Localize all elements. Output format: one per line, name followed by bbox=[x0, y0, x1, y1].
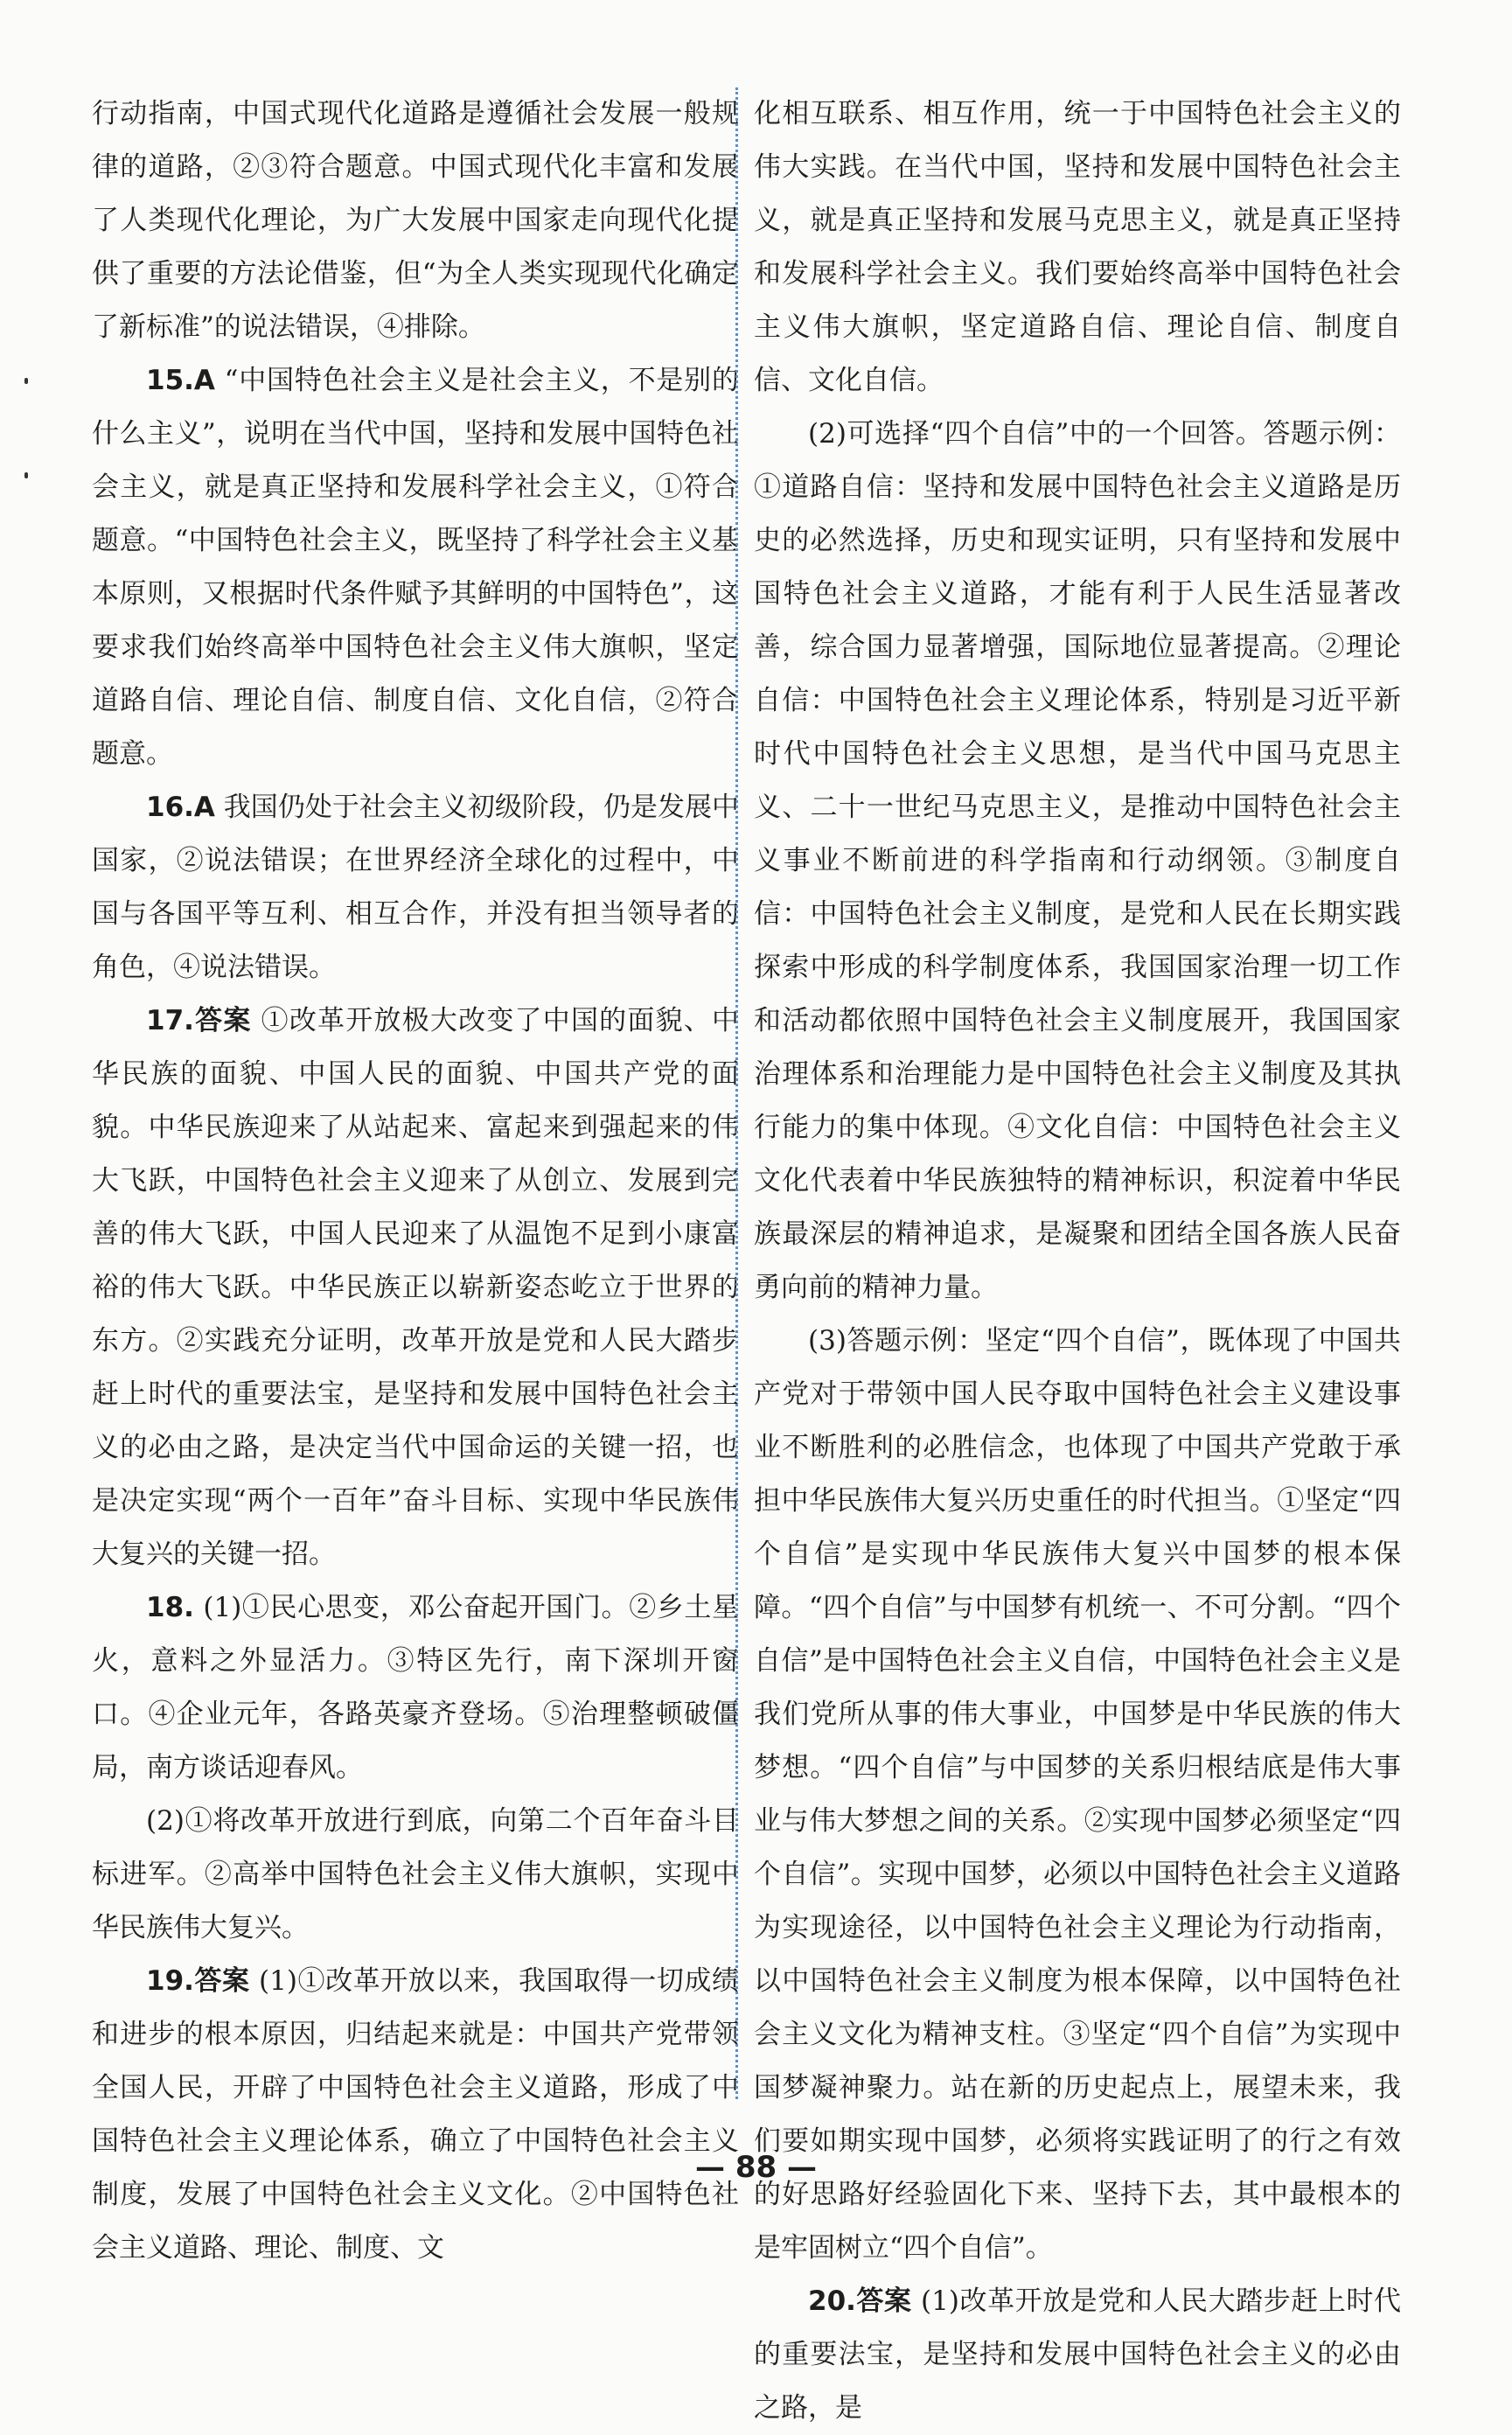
answer-text: 行动指南，中国式现代化道路是遵循社会发展一般规律的道路，②③符合题意。中国式现代化丰富和发展了人类现代化理论，为广大发展中国家走向现代化提供了重要的方法论借鉴，但“为全人类实现现代化确定了新标准”的说法错误，④排除。 bbox=[92, 98, 739, 343]
answer-text: (2)①将改革开放进行到底，向第二个百年奋斗目标进军。②高举中国特色社会主义伟大旗帜，实现中华民族伟大复兴。 bbox=[92, 1805, 739, 1943]
column-divider bbox=[735, 87, 738, 2099]
answer-item bbox=[92, 354, 739, 781]
question-number: 20. bbox=[808, 2285, 856, 2317]
answer-item bbox=[754, 2275, 1401, 2435]
question-number: 15. bbox=[146, 365, 194, 396]
answer-paragraph bbox=[754, 87, 1401, 408]
answer-paragraph bbox=[92, 1795, 739, 1955]
answer-paragraph bbox=[92, 87, 739, 354]
question-number: 17. bbox=[146, 1005, 194, 1036]
answer-text: (3)答题示例：坚定“四个自信”，既体现了中国共产党对于带领中国人民夺取中国特色社会主义建设事业不断胜利的必胜信念，也体现了中国共产党敢于承担中华民族伟大复兴历史重任的时代担当。①坚定“四个自信”是实现中华民族伟大复兴中国梦的根本保障。“四个自信”与中国梦有机统一、不可分割。“四个自信”是中国特色社会主义自信，中国特色社会主义是我们党所从事的伟大事业，中国梦是中华民族的伟大梦想。“四个自信”与中国梦的关系归根结底是伟大事业与伟大梦想之间的关系。②实现中国梦必须坚定“四个自信”。实现中国梦，必须以中国特色社会主义道路为实现途径，以中国特色社会主义理论为行动指南，以中国特色社会主义制度为根本保障，以中国特色社会主义文化为精神支柱。③坚定“四个自信”为实现中国梦凝神聚力。站在新的历史起点上，展望未来，我们要如期实现中国梦，必须将实践证明了的行之有效的好思路好经验固化下来、坚持下去，其中最根本的是牢固树立“四个自信”。 bbox=[754, 1325, 1401, 2264]
question-number: 19. bbox=[146, 1965, 194, 1997]
question-number: 18. bbox=[146, 1592, 194, 1623]
answer-text: (1)①改革开放以来，我国取得一切成绩和进步的根本原因，归结起来就是：中国共产党带领全国人民，开辟了中国特色社会主义道路，形成了中国特色社会主义理论体系，确立了中国特色社会主义制度，发展了中国特色社会主义文化。②中国特色社会主义道路、理论、制度、文 bbox=[92, 1965, 739, 2264]
left-column bbox=[92, 87, 739, 2275]
answer-text: ①改革开放极大改变了中国的面貌、中华民族的面貌、中国人民的面貌、中国共产党的面貌。中华民族迎来了从站起来、富起来到强起来的伟大飞跃，中国特色社会主义迎来了从创立、发展到完善的伟大飞跃，中国人民迎来了从温饱不足到小康富裕的伟大飞跃。中华民族正以崭新姿态屹立于世界的东方。②实践充分证明，改革开放是党和人民大踏步赶上时代的重要法宝，是坚持和发展中国特色社会主义的必由之路，是决定当代中国命运的关键一招，也是决定实现“两个一百年”奋斗目标、实现中华民族伟大复兴的关键一招。 bbox=[92, 1005, 740, 1570]
answer-item bbox=[92, 1581, 739, 1795]
page-number: — 88 — bbox=[695, 2150, 817, 2185]
answer-text: 我国仍处于社会主义初级阶段，仍是发展中国家，②说法错误；在世界经济全球化的过程中，中国与各国平等互利、相互合作，并没有担当领导者的角色，④说法错误。 bbox=[92, 792, 740, 983]
answer-paragraph bbox=[754, 1315, 1401, 2275]
answer-label: A bbox=[193, 365, 215, 396]
right-column bbox=[754, 87, 1401, 2435]
answer-text: (1)改革开放是党和人民大踏步赶上时代的重要法宝，是坚持和发展中国特色社会主义的必由之路，是 bbox=[754, 2285, 1401, 2424]
answer-text: (2)可选择“四个自信”中的一个回答。答题示例：①道路自信：坚持和发展中国特色社会主义道路是历史的必然选择，历史和现实证明，只有坚持和发展中国特色社会主义道路，才能有利于人民生活显著改善，综合国力显著增强，国际地位显著提高。②理论自信：中国特色社会主义理论体系，特别是习近平新时代中国特色社会主义思想，是当代中国马克思主义、二十一世纪马克思主义，是推动中国特色社会主义事业不断前进的科学指南和行动纲领。③制度自信：中国特色社会主义制度，是党和人民在长期实践探索中形成的科学制度体系，我国国家治理一切工作和活动都依照中国特色社会主义制度展开，我国国家治理体系和治理能力是中国特色社会主义制度及其执行能力的集中体现。④文化自信：中国特色社会主义文化代表着中华民族独特的精神标识，积淀着中华民族最深层的精神追求，是凝聚和团结全国各族人民奋勇向前的精神力量。 bbox=[754, 418, 1401, 1303]
margin-mark bbox=[24, 472, 28, 478]
answer-text: “中国特色社会主义是社会主义，不是别的什么主义”，说明在当代中国，坚持和发展中国特色社会主义，就是真正坚持和发展科学社会主义，①符合题意。“中国特色社会主义，既坚持了科学社会主义基本原则，又根据时代条件赋予其鲜明的中国特色”，这要求我们始终高举中国特色社会主义伟大旗帜，坚定道路自信、理论自信、制度自信、文化自信，②符合题意。 bbox=[92, 365, 739, 770]
margin-mark bbox=[24, 378, 28, 384]
question-number: 16. bbox=[146, 792, 194, 823]
answer-text: 化相互联系、相互作用，统一于中国特色社会主义的伟大实践。在当代中国，坚持和发展中国特色社会主义，就是真正坚持和发展马克思主义，就是真正坚持和发展科学社会主义。我们要始终高举中国特色社会主义伟大旗帜，坚定道路自信、理论自信、制度自信、文化自信。 bbox=[754, 98, 1401, 396]
answer-item bbox=[92, 994, 739, 1581]
answer-item bbox=[92, 1955, 739, 2275]
answer-label: A bbox=[193, 792, 215, 823]
answer-item bbox=[92, 781, 739, 994]
answer-label: 答案 bbox=[193, 1965, 250, 1997]
answer-text: (1)①民心思变，邓公奋起开国门。②乡土星火，意料之外显活力。③特区先行，南下深圳开窗口。④企业元年，各路英豪齐登场。⑤治理整顿破僵局，南方谈话迎春风。 bbox=[92, 1592, 739, 1783]
answer-paragraph bbox=[754, 408, 1401, 1315]
answer-label: 答案 bbox=[855, 2285, 912, 2317]
answer-label: 答案 bbox=[193, 1005, 252, 1036]
